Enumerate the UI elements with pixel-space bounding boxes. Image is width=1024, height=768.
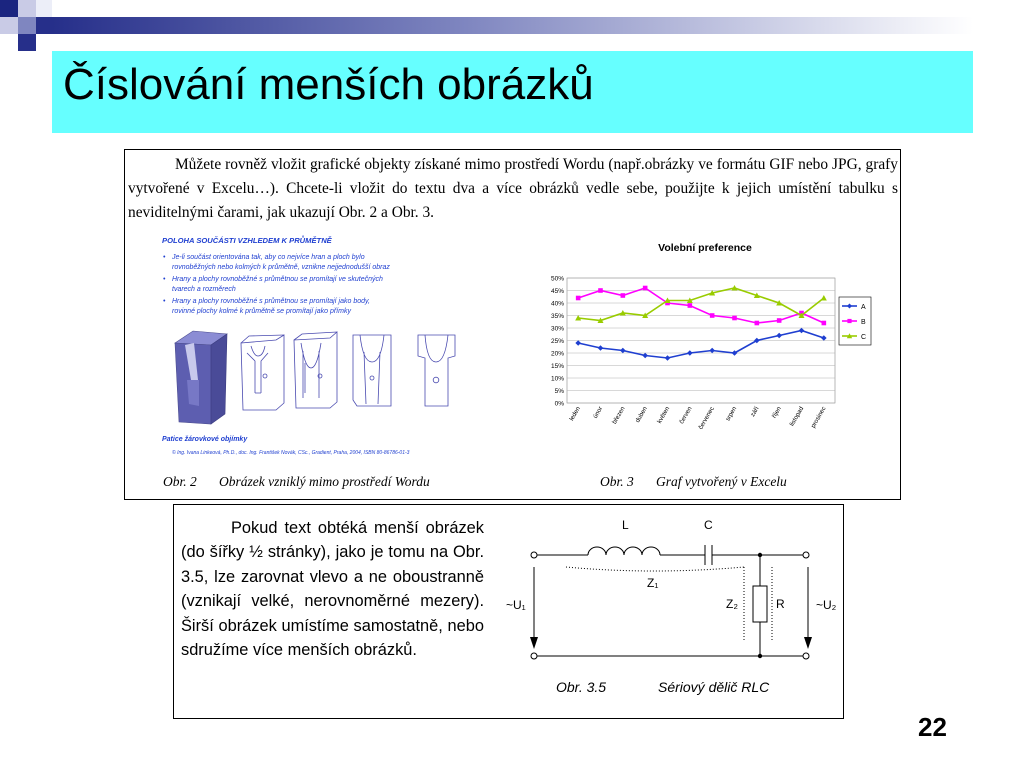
decor-square [18, 34, 36, 51]
chart-legend-label: C [861, 333, 867, 341]
chart-xtick-label: prosinec [809, 405, 828, 430]
decor-square [18, 0, 36, 17]
label-Z1: Z₁ [647, 576, 659, 590]
chart-ytick-label: 15% [550, 363, 564, 370]
figure-box-lower [173, 504, 844, 719]
chart-ytick-label: 30% [550, 325, 564, 333]
label-R: R [776, 597, 785, 611]
figure2-caption-number: Obr. 2 [163, 474, 197, 489]
bullet-dot: • [163, 254, 166, 261]
figure2-caption-text: Obrázek vzniklý mimo prostředí Wordu [219, 474, 430, 489]
part-wireframes [241, 332, 455, 410]
chart-xtick-label: říjen [770, 405, 783, 420]
terminal [803, 552, 809, 558]
chart-ytick-label: 50% [550, 275, 564, 283]
chart-ytick-label: 0% [554, 400, 564, 408]
chart-xtick-label: červen [678, 405, 694, 426]
chart-xtick-label: září [749, 405, 761, 418]
chart-point [755, 321, 760, 326]
chart-legend-label: B [861, 318, 866, 326]
chart-xtick-label: červenec [697, 405, 716, 431]
chart-point [822, 321, 827, 326]
inductor-symbol [588, 547, 660, 555]
figure2-part-label: Patice žárovkové objímky [162, 436, 248, 443]
chart-ytick-label: 45% [550, 288, 564, 295]
figure2-bullet-3a: Hrany a plochy rovnoběžné s průmětnou se promítají jako body, [172, 298, 370, 305]
figure3-caption-number: Obr. 3 [600, 474, 634, 489]
figure3-chart [535, 235, 875, 455]
terminal [803, 653, 809, 659]
chart-xtick-label: únor [591, 405, 605, 420]
page-number: 22 [918, 712, 947, 742]
chart-legend-marker [847, 319, 851, 323]
terminal [531, 552, 537, 558]
decor-square [36, 0, 52, 17]
figure2-bullet-1a: Je-li součást orientována tak, aby co nejvíce hran a ploch bylo [172, 254, 365, 261]
figure2-credit: © Ing. Ivana Linkeová, Ph.D., doc. Ing. František Novák, CSc., Gradient, Praha, 2004, ISBN 80-86786-01-3 [172, 450, 410, 456]
junction [758, 654, 762, 658]
chart-point [777, 318, 782, 323]
chart-point [621, 293, 626, 298]
figure-box-upper [124, 149, 901, 500]
chart-ytick-label: 35% [550, 313, 564, 320]
chart-ytick-label: 5% [554, 388, 564, 395]
slide-title: Číslování menších obrázků [63, 60, 594, 109]
figure2-bullet-3b: rovinné plochy kolmé k průmětně se promítají jako přímky [172, 308, 351, 315]
chart-legend-label: A [861, 303, 866, 311]
chart-point [732, 316, 737, 321]
chart-xtick-label: srpen [724, 405, 739, 423]
decor-square [18, 17, 36, 34]
chart-xtick-label: duben [634, 405, 649, 424]
chart-xtick-label: leden [568, 405, 582, 423]
terminal [531, 653, 537, 659]
chart-point [688, 303, 693, 308]
label-C: C [704, 518, 713, 532]
figure2-bullet-2b: tvarech a rozměrech [172, 286, 236, 293]
figure2-bullet-1b: rovnoběžných nebo kolmých k průmětně, vznikne nejjednodušší obraz [172, 264, 390, 271]
arrow-head [804, 637, 812, 649]
figure2-drawing [155, 228, 505, 478]
circuit-caption-number: Obr. 3.5 [556, 679, 607, 695]
resistor-symbol [753, 586, 767, 622]
figure2-heading: POLOHA SOUČÁSTI VZHLEDEM K PRŮMĚTNĚ [162, 236, 332, 245]
bullet-dot: • [163, 298, 166, 305]
lower-paragraph: Pokud text obtéká menší obrázek (do šířky ½ stránky), jako je tomu na Obr. 3.5, lze zarovnat vlevo a ne oboustranně (vznikají velké, nerovnoměrné mezery). Širší obrázek umístíme samostatně, nebo sdružíme více menších obrázků. [181, 519, 484, 660]
chart-ytick-label: 10% [550, 375, 564, 383]
label-L: L [622, 518, 629, 532]
upper-paragraph: Můžete rovněž vložit grafické objekty získané mimo prostředí Wordu (např.obrázky ve formátu GIF nebo JPG, grafy vytvořené v Excelu…). Chcete-li vložit do textu dva a více obrázků vedle sebe, použijte k jejich umístění tabulku s neviditelnými čarami, jak ukazují Obr. 2 a Obr. 3. [128, 156, 898, 221]
chart-xtick-label: listopad [788, 405, 806, 428]
figure2-bullet-2a: Hrany a plochy rovnoběžné s průmětnou se promítají ve skutečných [172, 276, 383, 283]
label-U1: ~U₁ [506, 598, 526, 612]
chart-point [598, 288, 603, 293]
label-Z2: Z₂ [726, 597, 738, 611]
figure3-caption-text: Graf vytvořený v Excelu [656, 474, 787, 489]
junction [758, 553, 762, 557]
part-3d-shape [175, 331, 227, 424]
chart-ytick-label: 20% [550, 350, 564, 358]
chart-xtick-label: květen [656, 405, 672, 425]
bullet-dot: • [163, 276, 166, 283]
decor-square [0, 0, 18, 17]
chart-xtick-label: březen [611, 405, 627, 426]
circuit-caption-text: Sériový dělič RLC [658, 679, 770, 695]
chart-ytick-label: 40% [550, 300, 564, 308]
chart-point [643, 286, 648, 291]
chart-title: Volební preference [658, 242, 752, 254]
label-U2: ~U₂ [816, 598, 837, 612]
arrow-head [530, 637, 538, 649]
chart-point [576, 296, 581, 301]
decor-square [36, 17, 52, 34]
decor-gradient-bar [52, 17, 973, 34]
chart-ytick-label: 25% [550, 338, 564, 345]
chart-point [710, 313, 715, 318]
decor-square [0, 17, 18, 34]
